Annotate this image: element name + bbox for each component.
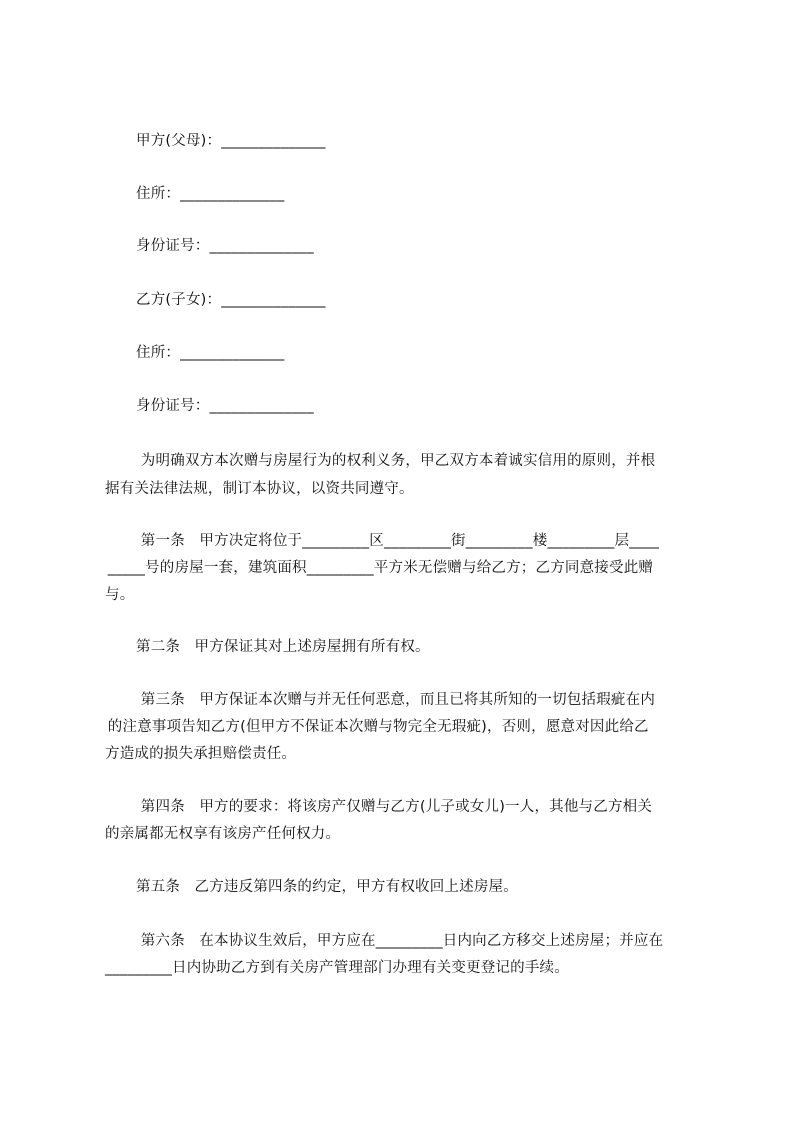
- article-3-line-2: 的注意事项告知乙方(但甲方不保证本次赠与物完全无瑕疵)，否则，愿意对因此给乙: [103, 719, 649, 735]
- article-1-line-2: _____号的房屋一套，建筑面积_________平方米无偿赠与给乙方；乙方同意接受此赠: [103, 560, 654, 576]
- article-4-line-2: 的亲属都无权享有该房产任何权力。: [105, 826, 341, 842]
- preamble-line-1: 为明确双方本次赠与房屋行为的权利义务，甲乙双方本着诚实信用的原则，并根: [136, 453, 656, 469]
- article-4-line-1: 第四条 甲方的要求：将该房产仅赠与乙方(儿子或女儿)一人，其他与乙方相关: [136, 799, 653, 815]
- party-a-label: 甲方(父母)：______________: [136, 133, 326, 149]
- article-6-line-1: 第六条 在本协议生效后，甲方应在_________日内向乙方移交上述房屋；并应在: [136, 933, 664, 949]
- article-1-line-3: 与。: [105, 587, 135, 603]
- article-5-line-1: 第五条 乙方违反第四条的约定，甲方有权收回上述房屋。: [136, 879, 518, 895]
- party-b-label: 乙方(子女)：______________: [136, 292, 326, 308]
- article-1-line-1: 第一条 甲方决定将位于_________区_________街_________楼_________层____: [136, 533, 660, 549]
- article-6-line-2: _________日内协助乙方到有关房产管理部门办理有关变更登记的手续。: [105, 960, 569, 976]
- party-a-address: 住所：______________: [136, 186, 285, 202]
- party-b-address: 住所：______________: [136, 345, 285, 361]
- article-3-line-1: 第三条 甲方保证本次赠与并无任何恶意，而且已将其所知的一切包括瑕疵在内: [136, 692, 656, 708]
- party-b-id-number: 身份证号：______________: [136, 398, 314, 414]
- article-3-line-3: 方造成的损失承担赔偿责任。: [105, 746, 297, 762]
- preamble-line-2: 据有关法律法规，制订本协议，以资共同遵守。: [105, 481, 414, 497]
- party-a-id-number: 身份证号：______________: [136, 238, 314, 254]
- article-2-line-1: 第二条 甲方保证其对上述房屋拥有所有权。: [136, 639, 430, 655]
